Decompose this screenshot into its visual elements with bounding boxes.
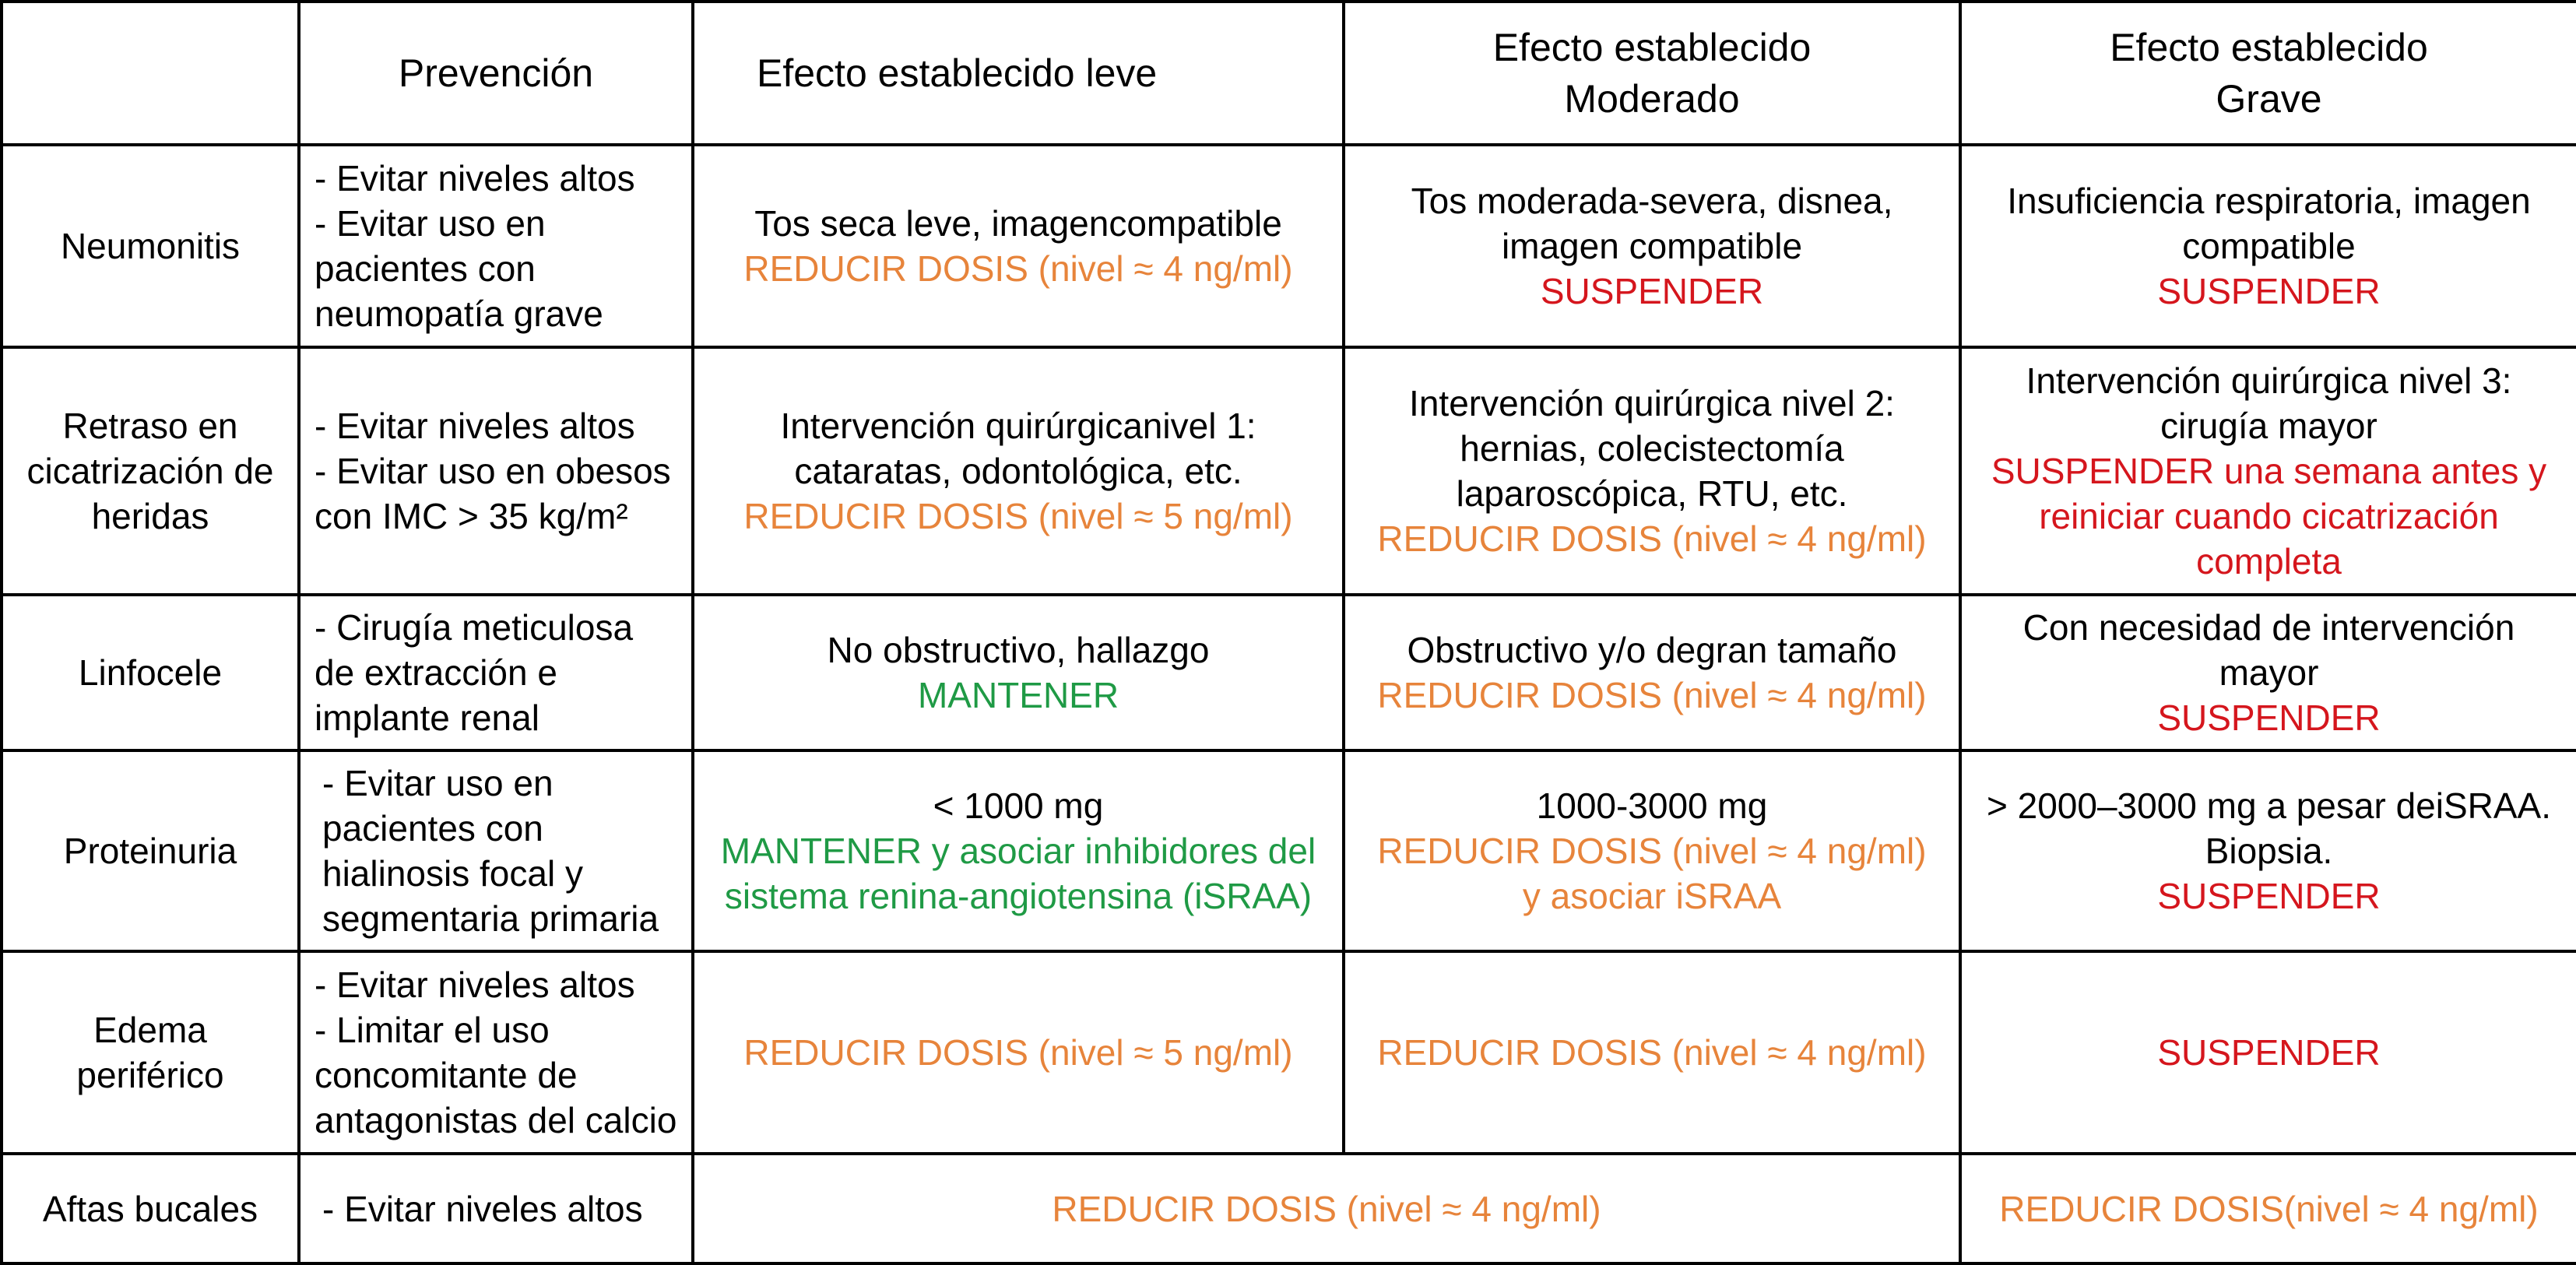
prevention-cell — [299, 1154, 693, 1263]
row-label: Proteinuria — [63, 831, 237, 871]
moderate-effect-cell — [1344, 951, 1960, 1154]
action-reduce-dose: REDUCIR DOSIS (nivel ≈ 4 ng/ml) — [743, 248, 1293, 289]
table-row — [2, 145, 2576, 347]
row-label: Edema — [93, 1010, 207, 1050]
effect-description: Intervención quirúrgica nivel 2: — [1409, 383, 1895, 423]
prevention-line: - Evitar niveles altos — [315, 965, 635, 1005]
header-line: Moderado — [1564, 77, 1740, 121]
row-label: Neumonitis — [60, 226, 241, 266]
effect-description: Tos moderada-severa, disnea, — [1411, 181, 1893, 221]
prevention-line: pacientes con — [322, 808, 543, 849]
prevention-cell — [299, 145, 693, 347]
row-label-cell — [2, 951, 299, 1154]
severe-effect-cell — [1960, 347, 2576, 595]
moderate-effect-cell — [1344, 750, 1960, 951]
prevention-line: concomitante de — [315, 1055, 578, 1095]
moderate-effect-cell — [1344, 347, 1960, 595]
action-reduce-dose: REDUCIR DOSIS (nivel ≈ 4 ng/ml) — [1377, 675, 1927, 715]
action-reduce-dose: REDUCIR DOSIS (nivel ≈ 5 ng/ml) — [743, 1032, 1293, 1073]
prevention-line: antagonistas del calcio — [315, 1100, 677, 1140]
mild-effect-cell — [693, 145, 1344, 347]
mild-effect-cell — [693, 595, 1344, 750]
effect-description: Intervención quirúrgica nivel 3: — [2026, 360, 2512, 401]
effect-description: mayor — [2219, 652, 2319, 693]
table-row — [2, 951, 2576, 1154]
row-label: Retraso en — [62, 406, 238, 446]
action-reduce-dose: REDUCIR DOSIS (nivel ≈ 4 ng/ml) — [1377, 831, 1927, 871]
action-maintain: MANTENER y asociar inhibidores del — [720, 831, 1316, 871]
prevention-line: con IMC > 35 kg/m² — [315, 496, 628, 536]
action-maintain: MANTENER — [917, 675, 1119, 715]
table-row — [2, 1154, 2576, 1263]
action-suspend: SUSPENDER — [2157, 1032, 2381, 1073]
prevention-line: - Evitar niveles altos — [315, 406, 635, 446]
prevention-line: - Evitar niveles altos — [322, 1188, 643, 1229]
action-maintain: sistema renina-angiotensina (iSRAA) — [724, 876, 1313, 916]
header-line: Efecto establecido — [2110, 26, 2428, 69]
table-row — [2, 347, 2576, 595]
effect-description: Biopsia. — [2205, 831, 2333, 871]
prevention-line: - Evitar niveles altos — [315, 158, 635, 199]
effect-description: laparoscópica, RTU, etc. — [1456, 473, 1848, 514]
severe-effect-cell — [1960, 750, 2576, 951]
prevention-line: - Evitar uso en — [322, 763, 554, 803]
action-suspend: reiniciar cuando cicatrización — [2039, 496, 2499, 536]
prevention-line: - Limitar el uso — [315, 1010, 550, 1050]
action-reduce-dose: REDUCIR DOSIS (nivel ≈ 4 ng/ml) — [1377, 1032, 1927, 1073]
prevention-cell — [299, 595, 693, 750]
action-reduce-dose: REDUCIR DOSIS (nivel ≈ 4 ng/ml) — [1052, 1188, 1601, 1229]
header-line: Efecto establecido — [1492, 26, 1812, 69]
effect-description: No obstructivo, hallazgo — [827, 630, 1210, 670]
severe-effect-cell — [1960, 1154, 2576, 1263]
prevention-line: - Cirugía meticulosa — [315, 607, 634, 648]
severe-effect-cell — [1960, 145, 2576, 347]
prevention-line: - Evitar uso en — [315, 203, 546, 244]
prevention-line: implante renal — [315, 698, 539, 738]
effect-description: Obstructivo y/o degran tamaño — [1407, 630, 1897, 670]
prevention-cell — [299, 750, 693, 951]
row-label: Linfocele — [78, 652, 223, 693]
row-label-cell — [2, 595, 299, 750]
effect-description: < 1000 mg — [933, 785, 1104, 826]
severe-effect-cell — [1960, 951, 2576, 1154]
row-label-cell — [2, 347, 299, 595]
prevention-line: neumopatía grave — [315, 293, 603, 334]
effect-description: imagen compatible — [1501, 226, 1803, 266]
action-reduce-dose: REDUCIR DOSIS(nivel ≈ 4 ng/ml) — [1999, 1188, 2539, 1229]
moderate-effect-cell — [1344, 145, 1960, 347]
table-row — [2, 595, 2576, 750]
prevention-line: segmentaria primaria — [322, 898, 659, 939]
header-line: Prevención — [398, 51, 594, 95]
moderate-effect-cell — [1344, 595, 1960, 750]
mild-effect-cell — [693, 951, 1344, 1154]
action-suspend: SUSPENDER — [2157, 271, 2381, 311]
row-label: cicatrización de — [26, 451, 274, 491]
mild-moderate-merged-cell — [693, 1154, 1960, 1263]
table-row — [2, 750, 2576, 951]
prevention-cell — [299, 951, 693, 1154]
effect-description: 1000-3000 mg — [1536, 785, 1768, 826]
prevention-line: de extracción e — [315, 652, 557, 693]
header-corner-cell — [2, 2, 299, 145]
action-suspend: SUSPENDER — [2157, 698, 2381, 738]
effect-description: Intervención quirúrgicanivel 1: — [780, 406, 1256, 446]
action-reduce-dose: REDUCIR DOSIS (nivel ≈ 5 ng/ml) — [743, 496, 1293, 536]
row-label-cell — [2, 750, 299, 951]
row-label-cell — [2, 1154, 299, 1263]
mild-effect-cell — [693, 750, 1344, 951]
prevention-line: hialinosis focal y — [322, 853, 583, 894]
header-line: Grave — [2216, 77, 2322, 121]
row-label: periférico — [76, 1055, 224, 1095]
header-severe — [1960, 2, 2576, 145]
action-reduce-dose: y asociar iSRAA — [1522, 876, 1782, 916]
header-mild — [693, 2, 1344, 145]
severe-effect-cell — [1960, 595, 2576, 750]
effect-description: Tos seca leve, imagencompatible — [754, 203, 1282, 244]
effect-description: hernias, colecistectomía — [1460, 428, 1844, 469]
header-row — [2, 2, 2576, 145]
action-suspend: SUSPENDER — [1540, 271, 1764, 311]
effect-description: > 2000–3000 mg a pesar deiSRAA. — [1987, 785, 2551, 826]
effect-description: compatible — [2182, 226, 2356, 266]
row-label: heridas — [91, 496, 209, 536]
row-label-cell — [2, 145, 299, 347]
action-suspend: SUSPENDER — [2157, 876, 2381, 916]
effect-description: cirugía mayor — [2160, 406, 2377, 446]
effect-description: Con necesidad de intervención — [2022, 607, 2515, 648]
header-line: Efecto establecido leve — [757, 51, 1158, 95]
effect-description: cataratas, odontológica, etc. — [794, 451, 1242, 491]
row-label: Aftas bucales — [42, 1188, 258, 1229]
action-suspend: completa — [2196, 541, 2342, 582]
action-suspend: SUSPENDER una semana antes y — [1991, 451, 2547, 491]
effect-description: Insuficiencia respiratoria, imagen — [2007, 181, 2531, 221]
mild-effect-cell — [693, 347, 1344, 595]
header-moderate — [1344, 2, 1960, 145]
prevention-line: pacientes con — [315, 248, 536, 289]
prevention-cell — [299, 347, 693, 595]
header-prevention — [299, 2, 693, 145]
action-reduce-dose: REDUCIR DOSIS (nivel ≈ 4 ng/ml) — [1377, 518, 1927, 559]
prevention-line: - Evitar uso en obesos — [315, 451, 671, 491]
